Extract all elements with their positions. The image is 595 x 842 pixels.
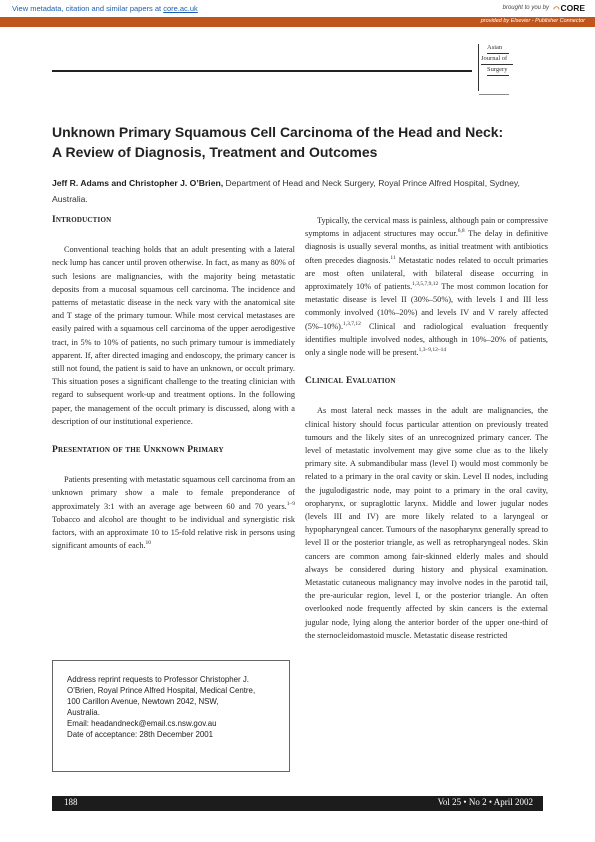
logo-vertical-rule — [478, 44, 479, 91]
logo-rule — [487, 75, 509, 76]
provider-text: provided by Elsevier - Publisher Connector — [480, 18, 585, 24]
address-line: Australia. — [67, 708, 100, 717]
presentation-paragraph: Patients presenting with metastatic squamous cell carcinoma from an unknown primary show a male to female preponderance of approximately 3:1 with an average age between 60 and 70 years.$^{1-9}$ Tobacco and alcohol are thought to be individual and synergistic risk factors, with an approximate 10 to 15-fold relative risk in persons using significant amounts of each.$^{10}$ — [52, 475, 295, 551]
presentation-heading: Presentation of the Unknown Primary — [52, 445, 224, 456]
page-footer — [52, 796, 543, 811]
citation: 6,8 — [457, 228, 465, 235]
address-line: 100 Carillon Avenue, Newtown 2042, NSW, — [67, 697, 219, 706]
logo-rule — [481, 64, 513, 65]
citation: 1,3–9,12–14 — [418, 347, 447, 354]
core-logo[interactable] — [553, 3, 585, 13]
correspondence-box — [52, 660, 290, 772]
header-rule — [52, 70, 472, 72]
citation: 11 — [390, 254, 396, 261]
right-column — [305, 214, 548, 642]
core-link-prefix: View metadata, citation and similar papers at — [12, 4, 164, 13]
citation: 10 — [145, 540, 152, 547]
volume-info: Vol 25 • No 2 • April 2002 — [437, 797, 533, 807]
author-names: Jeff R. Adams and Christopher J. O’Brien, — [52, 178, 224, 188]
acceptance-date: Date of acceptance: 28th December 2001 — [67, 730, 214, 739]
title-line-2: A Review of Diagnosis, Treatment and Outcomes — [52, 144, 378, 160]
core-link-url[interactable]: core.ac.uk — [163, 4, 198, 13]
author-affiliation: Department of Head and Neck Surgery, Royal Prince Alfred Hospital, Sydney, Australia. — [52, 178, 520, 204]
citation: 1,3,5,7,9,12 — [412, 281, 439, 288]
core-arc-icon: ◠ — [553, 6, 560, 13]
core-logo-text: CORE — [560, 3, 585, 13]
article-title — [52, 122, 552, 162]
citation: 1,3,7,12 — [343, 320, 361, 327]
logo-small-print — [479, 94, 509, 95]
citation: 1–9 — [286, 500, 295, 507]
address-line: O’Brien, Royal Prince Alfred Hospital, Medical Centre, — [67, 686, 256, 695]
core-metadata-link[interactable] — [12, 4, 198, 13]
clinical-evaluation-heading: Clinical Evaluation — [305, 376, 396, 387]
provider-bar — [0, 17, 595, 27]
introduction-heading: Introduction — [52, 215, 112, 225]
email-line: Email: headandneck@email.cs.nsw.gov.au — [67, 719, 217, 728]
address-line: Address reprint requests to Professor Christopher J. — [67, 675, 250, 684]
brought-by-text: brought to you by — [502, 5, 549, 11]
logo-rule — [487, 53, 509, 54]
journal-logo-line1: Asian — [487, 44, 503, 51]
core-banner — [0, 0, 595, 28]
clinical-evaluation-paragraph: As most lateral neck masses in the adult are malignancies, the clinical history should focus particular attention on previously treated tumours and the likely sites of an unrecognized primary cancer. The level of metastatic involvement may give some clue as to the likely primary site. A submandibular mass (level I) would most commonly be related to a primary in the oral cavity or skin. Level II nodes, including the jugulodigastric node, may point to a primary in the oral cavity, oropharynx, or supraglottic larynx. Middle and lower jugular nodes (levels III and IV) are more likely related to a laryngeal or hypopharyngeal cancer. Tumours of the nasopharynx generally spread to level II or the posterior triangle, as well as retropharyngeal nodes. Skin cancers are common among fair-skinned elderly males and should always be considered during history and physical examination. Metastatic cutaneous malignancy may involve nodes in the parotid tail, the pre-auricular region, level I, or the posterior triangle. An often overlooked node frequently affected by skin cancers is the external jugular node, lying along the anterior border of the upper one-third of the sternocleidomastoid muscle. Metastatic disease restricted — [305, 406, 548, 640]
introduction-paragraph: Conventional teaching holds that an adult presenting with a lateral neck lump has cancer until proven otherwise. In fact, as many as 80% of such lesions are malignancies, with the majority being metastatic deposits from a mucosal squamous cell carcinoma. The incidence and patterns of metastatic disease in the neck vary with the anatomical site and T stage of the primary tumour. While most cervical metastases are easily paired with a squamous cell carcinoma of the upper aerodigestive tract, in 5% to 10% of patients, no such primary tumour is immediately apparent. If, after directed imaging and endoscopy, the primary cancer is still not found, the patient is said to have an unknown, or occult primary. This situation poses a significant challenge to the treating clinician with regard to subsequent work-up and treatment options. In the following paper, the management of the occult primary is discussed, along with a description of our institutional experience. — [52, 245, 295, 426]
author-block — [52, 175, 550, 207]
title-line-1: Unknown Primary Squamous Cell Carcinoma of the Head and Neck: — [52, 124, 504, 140]
symptoms-paragraph: Typically, the cervical mass is painless, although pain or compressive symptoms in adjacent structures may occur.$^{6,8}$ The delay in definitive diagnosis is usually several months, as initial treatment with antibiotics often precedes diagnosis.$^{11}$ Metastatic nodes related to occult primaries are most often unilateral, with bilateral disease occurring in approximately 10% of patients.$^{1,3,5,7,9,12}$ The most common location for metastatic disease is level II (30%–50%), with levels I and III less commonly involved (10%–20%) and levels IV and V rarely affected (5%–10%).$^{1,3,7,12}$ Clinical and radiological evaluation frequently identifies multiple involved nodes, although in 10%–20% of patients, only a single node will be present.$^{1,3-9,12-14}$ — [305, 216, 548, 358]
journal-logo-line3: Surgery — [487, 66, 508, 73]
journal-logo-line2: Journal of — [481, 55, 508, 62]
journal-logo — [477, 44, 517, 100]
correspondence-text — [67, 674, 282, 740]
page-number: 188 — [64, 797, 78, 807]
left-column — [52, 214, 295, 552]
